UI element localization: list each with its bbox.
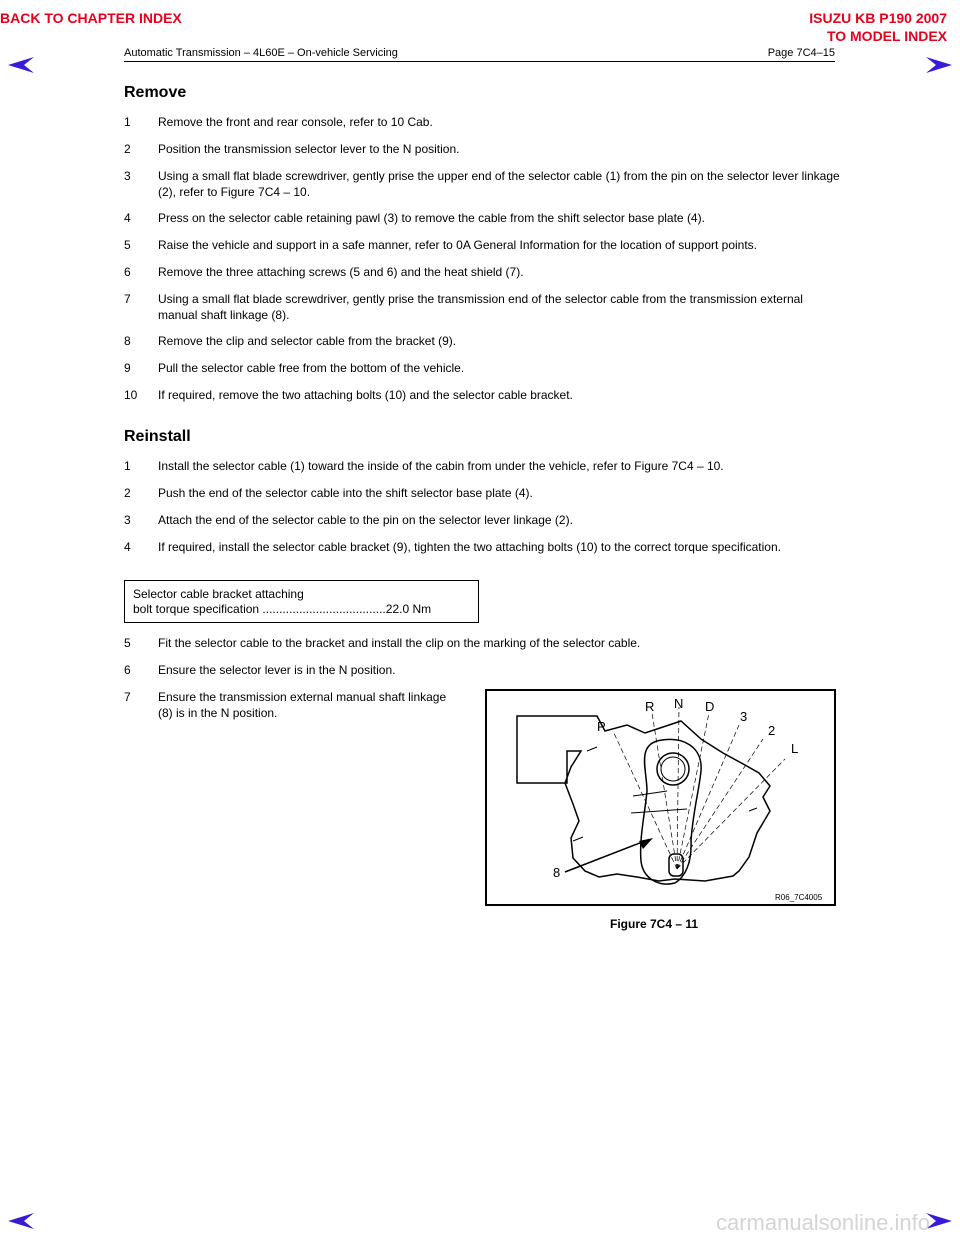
- remove-heading: Remove: [124, 84, 187, 101]
- label-r: R: [645, 699, 655, 714]
- back-to-chapter-index-link[interactable]: BACK TO CHAPTER INDEX: [0, 10, 182, 26]
- to-model-index-link[interactable]: TO MODEL INDEX: [826, 28, 947, 44]
- remove-step-3: 3 Using a small flat blade screwdriver, gently prise the upper end of the selector cable (1) from the pin on the selector lever linkage (2), refer to Figure 7C4 – 10.: [124, 169, 840, 199]
- running-header: [124, 47, 835, 62]
- remove-step-2: 2 Position the transmission selector lever to the N position.: [124, 142, 460, 156]
- reinstall-step-2: 2 Push the end of the selector cable into the shift selector base plate (4).: [124, 486, 533, 500]
- reinstall-step-1: 1 Install the selector cable (1) toward the inside of the cabin from under the vehicle, refer to Figure 7C4 – 10.: [124, 459, 724, 473]
- label-3: 3: [740, 709, 748, 724]
- figure-caption: Figure 7C4 – 11: [610, 917, 699, 931]
- label-p: P: [597, 719, 606, 734]
- label-8: 8: [553, 865, 561, 880]
- reinstall-step-5: 5 Fit the selector cable to the bracket and install the clip on the marking of the selector cable.: [124, 636, 641, 650]
- remove-step-7: 7 Using a small flat blade screwdriver, gently prise the transmission end of the selector cable from the transmission external manual shaft linkage (8).: [124, 292, 803, 322]
- remove-step-10: 10 If required, remove the two attaching bolts (10) and the selector cable bracket.: [124, 388, 573, 402]
- label-2: 2: [768, 723, 776, 738]
- page-number: Page 7C4–15: [767, 47, 835, 59]
- remove-step-1: 1 Remove the front and rear console, refer to 10 Cab.: [124, 115, 433, 129]
- header-title: Automatic Transmission – 4L60E – On-vehicle Servicing: [124, 47, 398, 59]
- model-title: ISUZU KB P190 2007: [809, 10, 947, 26]
- watermark: carmanualsonline.info: [715, 1210, 930, 1235]
- reinstall-step-3: 3 Attach the end of the selector cable to the pin on the selector lever linkage (2).: [124, 513, 573, 527]
- figure-manual-shaft-linkage: [485, 689, 836, 906]
- remove-step-8: 8 Remove the clip and selector cable from the bracket (9).: [124, 334, 457, 348]
- remove-step-4: 4 Press on the selector cable retaining pawl (3) to remove the cable from the shift selector base plate (4).: [124, 211, 705, 225]
- torque-spec-line-1: Selector cable bracket attaching: [133, 587, 304, 601]
- reinstall-heading: Reinstall: [124, 428, 191, 445]
- torque-spec-box: [124, 580, 479, 623]
- remove-step-5: 5 Raise the vehicle and support in a safe manner, refer to 0A General Information for the location of support points.: [124, 238, 758, 252]
- previous-page-arrow-bottom-icon[interactable]: [6, 1212, 36, 1230]
- reinstall-step-7: 7 Ensure the transmission external manual shaft linkage (8) is in the N position.: [124, 690, 447, 720]
- label-n: N: [674, 696, 684, 711]
- linkage-illustration: [487, 691, 834, 904]
- reinstall-step-4: 4 If required, install the selector cable bracket (9), tighten the two attaching bolts (10) to the correct torque specification.: [124, 540, 781, 554]
- label-l: L: [791, 741, 799, 756]
- next-page-arrow-icon[interactable]: [924, 56, 954, 74]
- figure-ref-code: R06_7C4005: [775, 893, 823, 902]
- remove-step-6: 6 Remove the three attaching screws (5 and 6) and the heat shield (7).: [124, 265, 524, 279]
- remove-step-9: 9 Pull the selector cable free from the bottom of the vehicle.: [124, 361, 465, 375]
- torque-spec-line-2: bolt torque specification .....................................22.0 Nm: [133, 602, 432, 616]
- previous-page-arrow-icon[interactable]: [6, 56, 36, 74]
- label-d: D: [705, 699, 715, 714]
- reinstall-step-6: 6 Ensure the selector lever is in the N position.: [124, 663, 396, 677]
